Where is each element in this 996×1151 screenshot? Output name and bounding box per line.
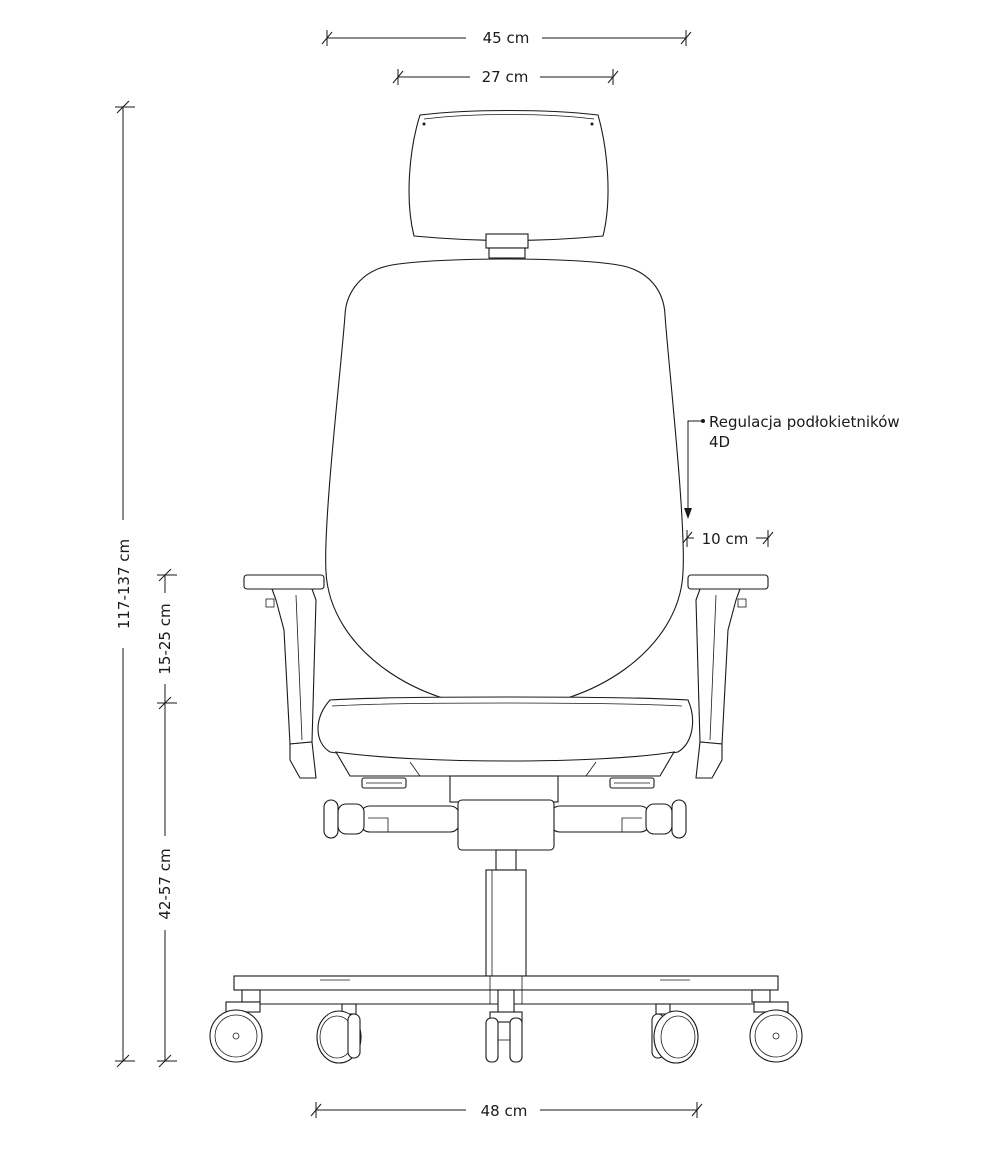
right-armrest (688, 575, 768, 778)
caster-inner-right (652, 1011, 698, 1063)
caster-inner-left (317, 1011, 361, 1063)
annotation-line2: 4D (709, 433, 731, 451)
annotation-armrest-adjustment (684, 413, 900, 519)
caster-center (486, 1012, 522, 1062)
label-armrest-height: 15-25 cm (156, 603, 174, 675)
dimension-seat-height (156, 703, 177, 1067)
dimension-overall-width (322, 29, 691, 47)
dimension-armrest-shift (682, 530, 773, 548)
caster-far-right (750, 1002, 802, 1062)
gas-cylinder (486, 850, 526, 976)
seat-adjustment-knobs (362, 776, 654, 802)
backrest (326, 259, 684, 708)
label-armrest-shift: 10 cm (701, 530, 749, 548)
label-seat-height: 42-57 cm (156, 848, 174, 920)
left-armrest (244, 575, 324, 778)
dimension-overall-height (115, 101, 135, 1067)
mechanism-arms (324, 800, 686, 850)
star-base (234, 976, 778, 1014)
annotation-line1: Regulacja podłokietników (709, 413, 900, 431)
label-base-width: 48 cm (480, 1102, 528, 1120)
label-headrest-width: 27 cm (481, 68, 529, 86)
dimension-armrest-height (156, 569, 177, 709)
label-overall-height: 117-137 cm (115, 538, 133, 630)
headrest (409, 111, 608, 259)
caster-far-left (210, 1002, 262, 1062)
label-overall-width: 45 cm (482, 29, 530, 47)
dimension-base-width (311, 1102, 702, 1120)
seat (318, 697, 693, 776)
dimension-headrest-width (393, 68, 618, 86)
